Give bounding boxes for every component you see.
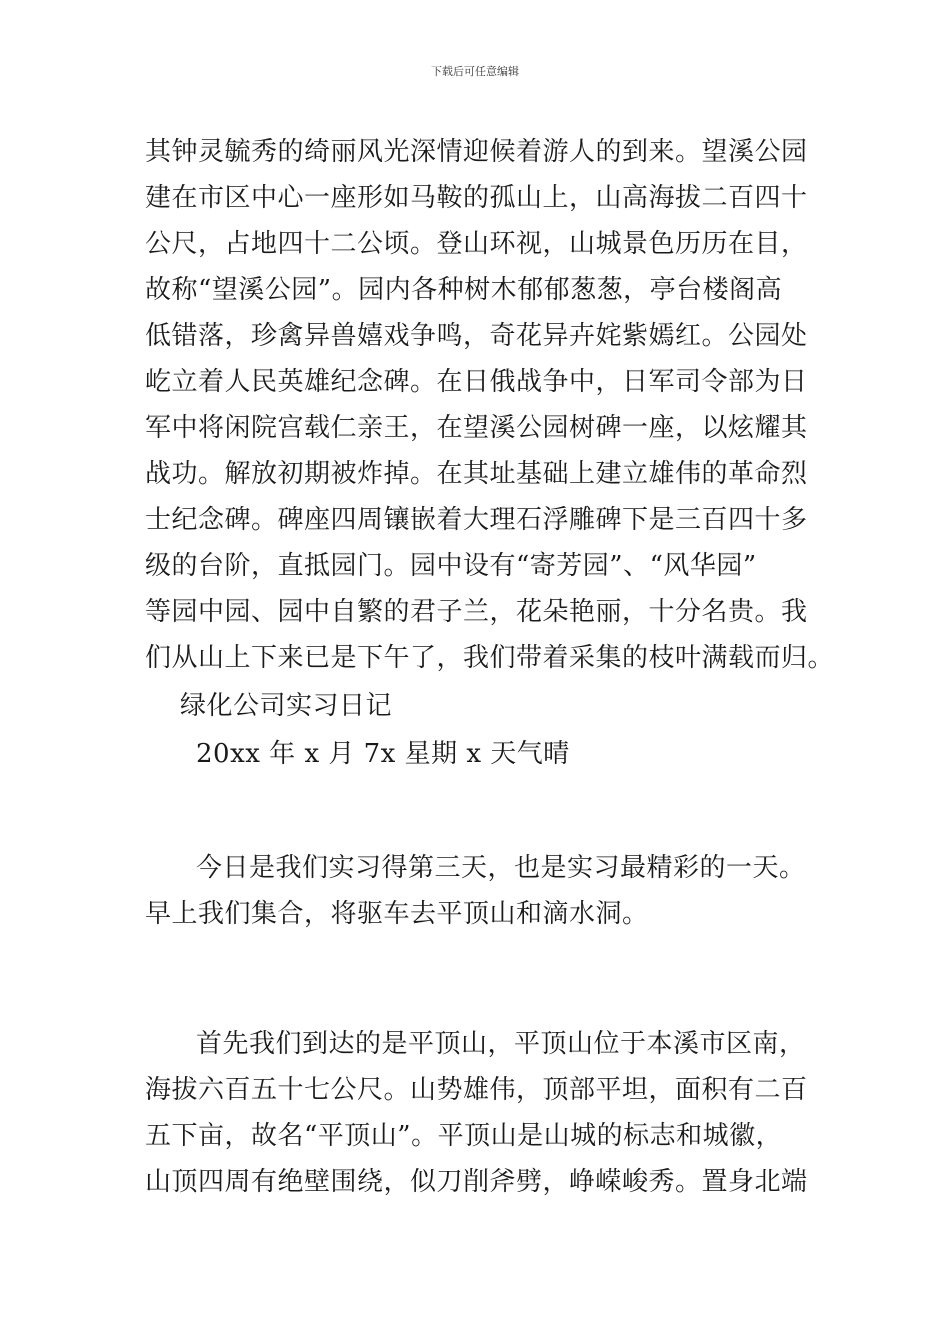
paragraph-line: 故称“望溪公园”。园内各种树木郁郁葱葱，亭台楼阁高 xyxy=(145,275,783,305)
paragraph-line: 屹立着人民英雄纪念碑。在日俄战争中，日军司令部为日 xyxy=(145,367,808,397)
paragraph-line: 山顶四周有绝壁围绕，似刀削斧劈，峥嵘峻秀。置身北端 xyxy=(145,1167,808,1197)
paragraph-line: 其钟灵毓秀的绮丽风光深情迎候着游人的到来。望溪公园 xyxy=(145,137,808,167)
paragraph-line: 们从山上下来已是下午了，我们带着采集的枝叶满载而归。 xyxy=(145,643,835,673)
paragraph-line: 今日是我们实习得第三天，也是实习最精彩的一天。 xyxy=(196,853,806,883)
paragraph-line: 士纪念碑。碑座四周镶嵌着大理石浮雕碑下是三百四十多 xyxy=(145,505,808,535)
paragraph-line: 级的台阶，直抵园门。园中设有“寄芳园”、“风华园” xyxy=(145,551,757,581)
diary-date-line: 20xx 年 x 月 7x 星期 x 天气晴 xyxy=(196,739,570,769)
paragraph-line: 建在市区中心一座形如马鞍的孤山上，山高海拔二百四十 xyxy=(145,183,808,213)
paragraph-line: 公尺，占地四十二公顷。登山环视，山城景色历历在目， xyxy=(145,229,808,259)
paragraph-line: 早上我们集合，将驱车去平顶山和滴水洞。 xyxy=(145,899,649,929)
paragraph-line: 战功。解放初期被炸掉。在其址基础上建立雄伟的革命烈 xyxy=(145,459,808,489)
paragraph-line: 低错落，珍禽异兽嬉戏争鸣，奇花异卉姹紫嫣红。公园处 xyxy=(145,321,808,351)
paragraph-line: 军中将闲院宫载仁亲王，在望溪公园树碑一座，以炫耀其 xyxy=(145,413,808,443)
paragraph-line: 五下亩，故名“平顶山”。平顶山是山城的标志和城徽， xyxy=(145,1121,783,1151)
page-header: 下载后可任意编辑 xyxy=(431,65,519,78)
paragraph-line: 海拔六百五十七公尺。山势雄伟，顶部平坦，面积有二百 xyxy=(145,1075,808,1105)
paragraph-line: 首先我们到达的是平顶山，平顶山位于本溪市区南， xyxy=(196,1029,806,1059)
section-title: 绿化公司实习日记 xyxy=(180,691,393,721)
paragraph-line: 等园中园、园中自繁的君子兰，花朵艳丽，十分名贵。我 xyxy=(145,597,808,627)
